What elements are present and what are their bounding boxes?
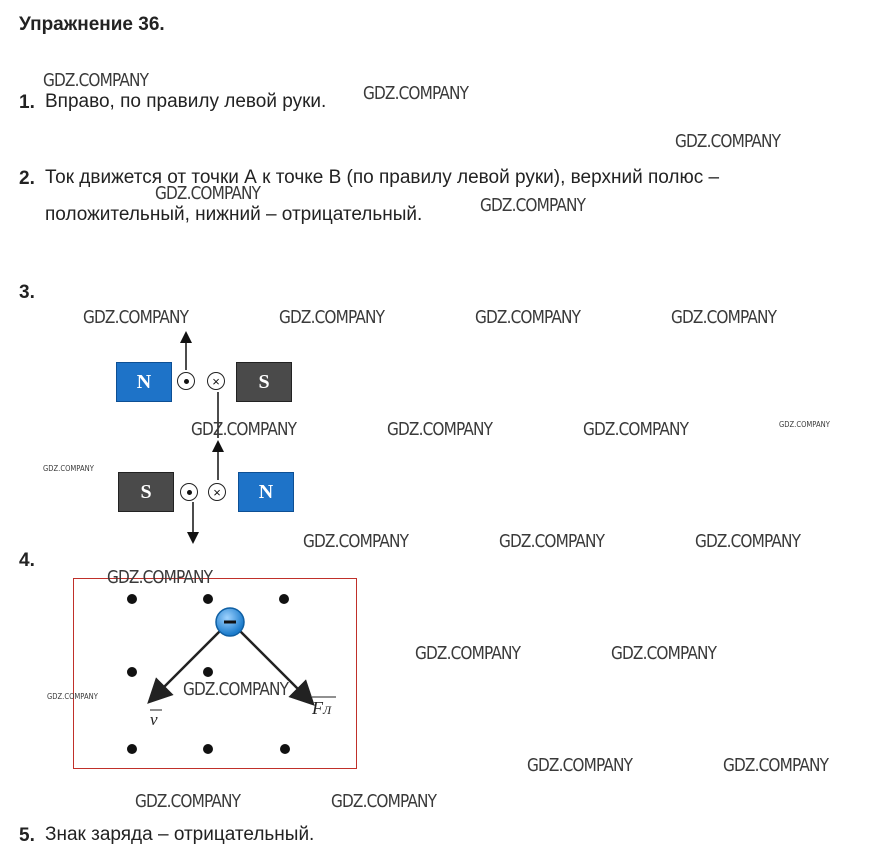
watermark: GDZ.COMPANY (43, 464, 94, 473)
watermark: GDZ.COMPANY (475, 307, 581, 328)
watermark: GDZ.COMPANY (47, 692, 98, 701)
item-2-number: 2. (19, 168, 35, 189)
watermark: GDZ.COMPANY (303, 531, 409, 552)
magnet-north-bottom: N (238, 472, 294, 512)
item-5-text: Знак заряда – отрицательный. (45, 824, 315, 845)
item-1-text: Вправо, по правилу левой руки. (45, 91, 327, 112)
field-dot-2 (203, 594, 213, 604)
watermark: GDZ.COMPANY (675, 131, 781, 152)
item-5-number: 5. (19, 825, 35, 846)
figure-4-diagram (74, 579, 358, 770)
watermark: GDZ.COMPANY (611, 643, 717, 664)
watermark: GDZ.COMPANY (83, 307, 189, 328)
watermark: GDZ.COMPANY (480, 195, 586, 216)
force-label: FЛ (312, 698, 332, 718)
watermark: GDZ.COMPANY (363, 83, 469, 104)
watermark: GDZ.COMPANY (331, 791, 437, 812)
field-dot-6 (127, 744, 137, 754)
item-4-number: 4. (19, 550, 35, 571)
watermark: GDZ.COMPANY (135, 791, 241, 812)
item-2-line2: положительный, нижний – отрицательный. (45, 204, 423, 225)
field-dot-1 (127, 594, 137, 604)
item-3-number: 3. (19, 282, 35, 303)
watermark: GDZ.COMPANY (779, 420, 830, 429)
current-out-symbol-bottom (180, 483, 198, 501)
figure-4-frame (73, 578, 357, 769)
velocity-label: v (150, 710, 158, 729)
item-1-number: 1. (19, 92, 35, 113)
item-2-line1: Ток движется от точки А к точке В (по правилу левой руки), верхний полюс – (45, 167, 720, 188)
magnet-north-top: N (116, 362, 172, 402)
watermark: GDZ.COMPANY (695, 531, 801, 552)
field-dot-7 (203, 744, 213, 754)
current-in-symbol-bottom: × (208, 483, 226, 501)
current-out-symbol-top (177, 372, 195, 390)
watermark: GDZ.COMPANY (279, 307, 385, 328)
watermark: GDZ.COMPANY (107, 567, 213, 588)
exercise-title: Упражнение 36. (19, 14, 165, 35)
watermark: GDZ.COMPANY (183, 679, 289, 700)
watermark: GDZ.COMPANY (527, 755, 633, 776)
magnet-south-bottom: S (118, 472, 174, 512)
watermark: GDZ.COMPANY (191, 419, 297, 440)
watermark: GDZ.COMPANY (583, 419, 689, 440)
field-dot-5 (203, 667, 213, 677)
watermark: GDZ.COMPANY (723, 755, 829, 776)
magnet-south-top: S (236, 362, 292, 402)
field-dot-8 (280, 744, 290, 754)
watermark: GDZ.COMPANY (671, 307, 777, 328)
current-in-symbol-top: × (207, 372, 225, 390)
watermark: GDZ.COMPANY (499, 531, 605, 552)
watermark: GDZ.COMPANY (387, 419, 493, 440)
watermark: GDZ.COMPANY (415, 643, 521, 664)
watermark: GDZ.COMPANY (43, 70, 149, 91)
watermark: GDZ.COMPANY (155, 183, 261, 204)
field-dot-3 (279, 594, 289, 604)
field-dot-4 (127, 667, 137, 677)
